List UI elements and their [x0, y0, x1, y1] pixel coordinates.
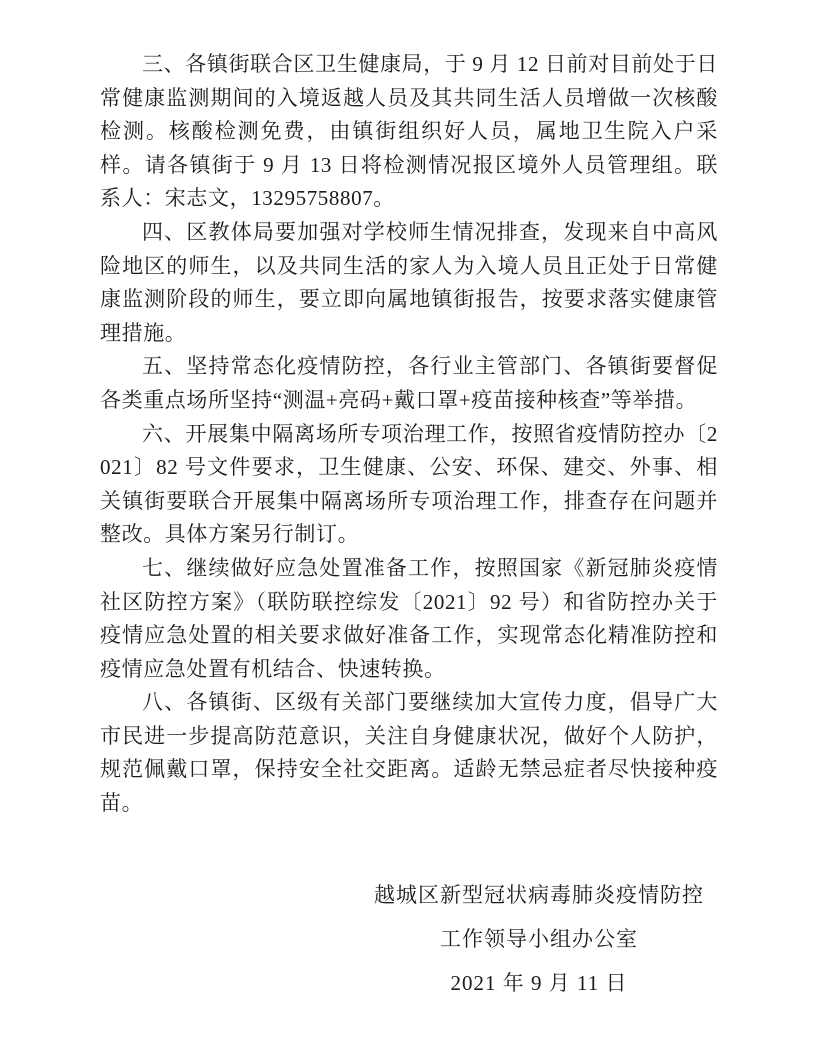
paragraph-item-three: 三、各镇街联合区卫生健康局，于 9 月 12 日前对目前处于日常健康监测期间的入境返越人员及其共同生活人员增做一次核酸检测。核酸检测免费，由镇街组织好人员，属地卫生院入户采样。请各镇街于 9 月 13 日将检测情况报区境外人员管理组。联系人：宋志文，13295758807。 [100, 52, 718, 211]
paragraph-item-five: 五、坚持常态化疫情防控，各行业主管部门、各镇街要督促各类重点场所坚持“测温+亮码+戴口罩+疫苗接种核查”等举措。 [100, 354, 718, 412]
signature-block [374, 873, 704, 1005]
signature-date: 2021 年 9 月 11 日 [450, 970, 628, 995]
paragraph-item-four: 四、区教体局要加强对学校师生情况排查，发现来自中高风险地区的师生，以及共同生活的家人为入境人员且正处于日常健康监测阶段的师生，要立即向属地镇街报告，按要求落实健康管理措施。 [100, 219, 718, 345]
signature-org-line-1: 越城区新型冠状病毒肺炎疫情防控 [374, 882, 704, 907]
paragraph-item-seven: 七、继续做好应急处置准备工作，按照国家《新冠肺炎疫情社区防控方案》（联防联控综发〔2021〕92 号）和省防控办关于疫情应急处置的相关要求做好准备工作，实现常态化精准防控和疫情应急处置有机结合、快速转换。 [100, 555, 718, 681]
signature-area [100, 873, 718, 1005]
paragraph-item-six: 六、开展集中隔离场所专项治理工作，按照省疫情防控办〔2021〕82 号文件要求，卫生健康、公安、环保、建交、外事、相关镇街要联合开展集中隔离场所专项治理工作，排查存在问题并整改。具体方案另行制订。 [100, 421, 718, 547]
signature-org-line-2: 工作领导小组办公室 [440, 926, 638, 951]
document-body [100, 48, 718, 821]
paragraph-item-eight: 八、各镇街、区级有关部门要继续加大宣传力度，倡导广大市民进一步提高防范意识，关注自身健康状况，做好个人防护，规范佩戴口罩，保持安全社交距离。适龄无禁忌症者尽快接种疫苗。 [100, 690, 718, 816]
